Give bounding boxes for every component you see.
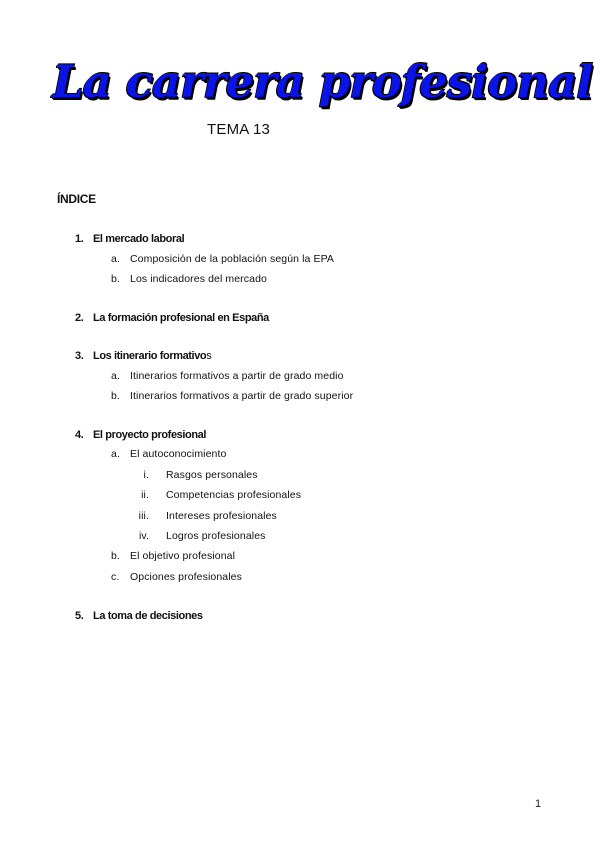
toc-label: Competencias profesionales bbox=[166, 489, 302, 501]
toc-label: Los itinerario formativo bbox=[93, 350, 207, 362]
toc-item-3a bbox=[111, 370, 344, 382]
toc-number: a. bbox=[111, 253, 120, 265]
toc-item-4 bbox=[75, 429, 206, 441]
toc-number: 3. bbox=[75, 350, 84, 362]
toc-label: Itinerarios formativos a partir de grado superior bbox=[130, 390, 354, 402]
toc-label: Logros profesionales bbox=[166, 530, 266, 542]
document-title: La carrera profesional bbox=[52, 55, 593, 108]
toc-label: El mercado laboral bbox=[93, 233, 185, 245]
toc-label: La toma de decisiones bbox=[93, 610, 203, 622]
toc-number: 2. bbox=[75, 312, 84, 324]
toc-item-4a-iv bbox=[119, 530, 265, 542]
page-number: 1 bbox=[535, 798, 542, 810]
index-heading: ÍNDICE bbox=[57, 192, 96, 206]
toc-number: 1. bbox=[75, 233, 84, 245]
toc-number: 5. bbox=[75, 610, 84, 622]
toc-item-4a-iii bbox=[119, 510, 277, 522]
toc-item-4a-ii bbox=[119, 489, 301, 501]
toc-number: a. bbox=[111, 448, 120, 460]
toc-label: Los indicadores del mercado bbox=[130, 273, 267, 285]
toc-item-3 bbox=[75, 350, 211, 362]
toc-label: Opciones profesionales bbox=[130, 571, 242, 583]
document-subtitle: TEMA 13 bbox=[207, 121, 271, 138]
toc-item-5 bbox=[75, 610, 203, 622]
toc-number: ii. bbox=[141, 489, 149, 501]
toc-item-3b bbox=[111, 390, 353, 402]
toc-label: Composición de la población según la EPA bbox=[130, 253, 335, 265]
toc-item-4b bbox=[111, 550, 235, 562]
toc-item-4c bbox=[111, 571, 242, 583]
toc-item-1b bbox=[111, 273, 267, 285]
toc-item-4a bbox=[111, 448, 226, 460]
toc-number: b. bbox=[111, 550, 120, 562]
toc-label: Itinerarios formativos a partir de grado medio bbox=[130, 370, 344, 382]
toc-number: c. bbox=[111, 571, 120, 583]
toc-label: La formación profesional en España bbox=[93, 312, 269, 324]
toc-number: 4. bbox=[75, 429, 84, 441]
toc-item-1a bbox=[111, 253, 334, 265]
toc-item-2 bbox=[75, 312, 269, 324]
toc-item-1 bbox=[75, 233, 184, 245]
toc-label: El objetivo profesional bbox=[130, 550, 236, 562]
toc-number: iii. bbox=[138, 510, 149, 522]
toc-number: b. bbox=[111, 390, 120, 402]
toc-number: b. bbox=[111, 273, 120, 285]
toc-item-4a-i bbox=[119, 469, 258, 481]
toc-label: El proyecto profesional bbox=[93, 429, 207, 441]
toc-label: Intereses profesionales bbox=[166, 510, 277, 522]
toc-number: iv. bbox=[138, 530, 149, 542]
toc-label: Rasgos personales bbox=[166, 469, 258, 481]
toc-label-tail: s bbox=[206, 350, 212, 362]
toc-number: a. bbox=[111, 370, 120, 382]
toc-number: i. bbox=[143, 469, 149, 481]
toc-label: El autoconocimiento bbox=[130, 448, 227, 460]
